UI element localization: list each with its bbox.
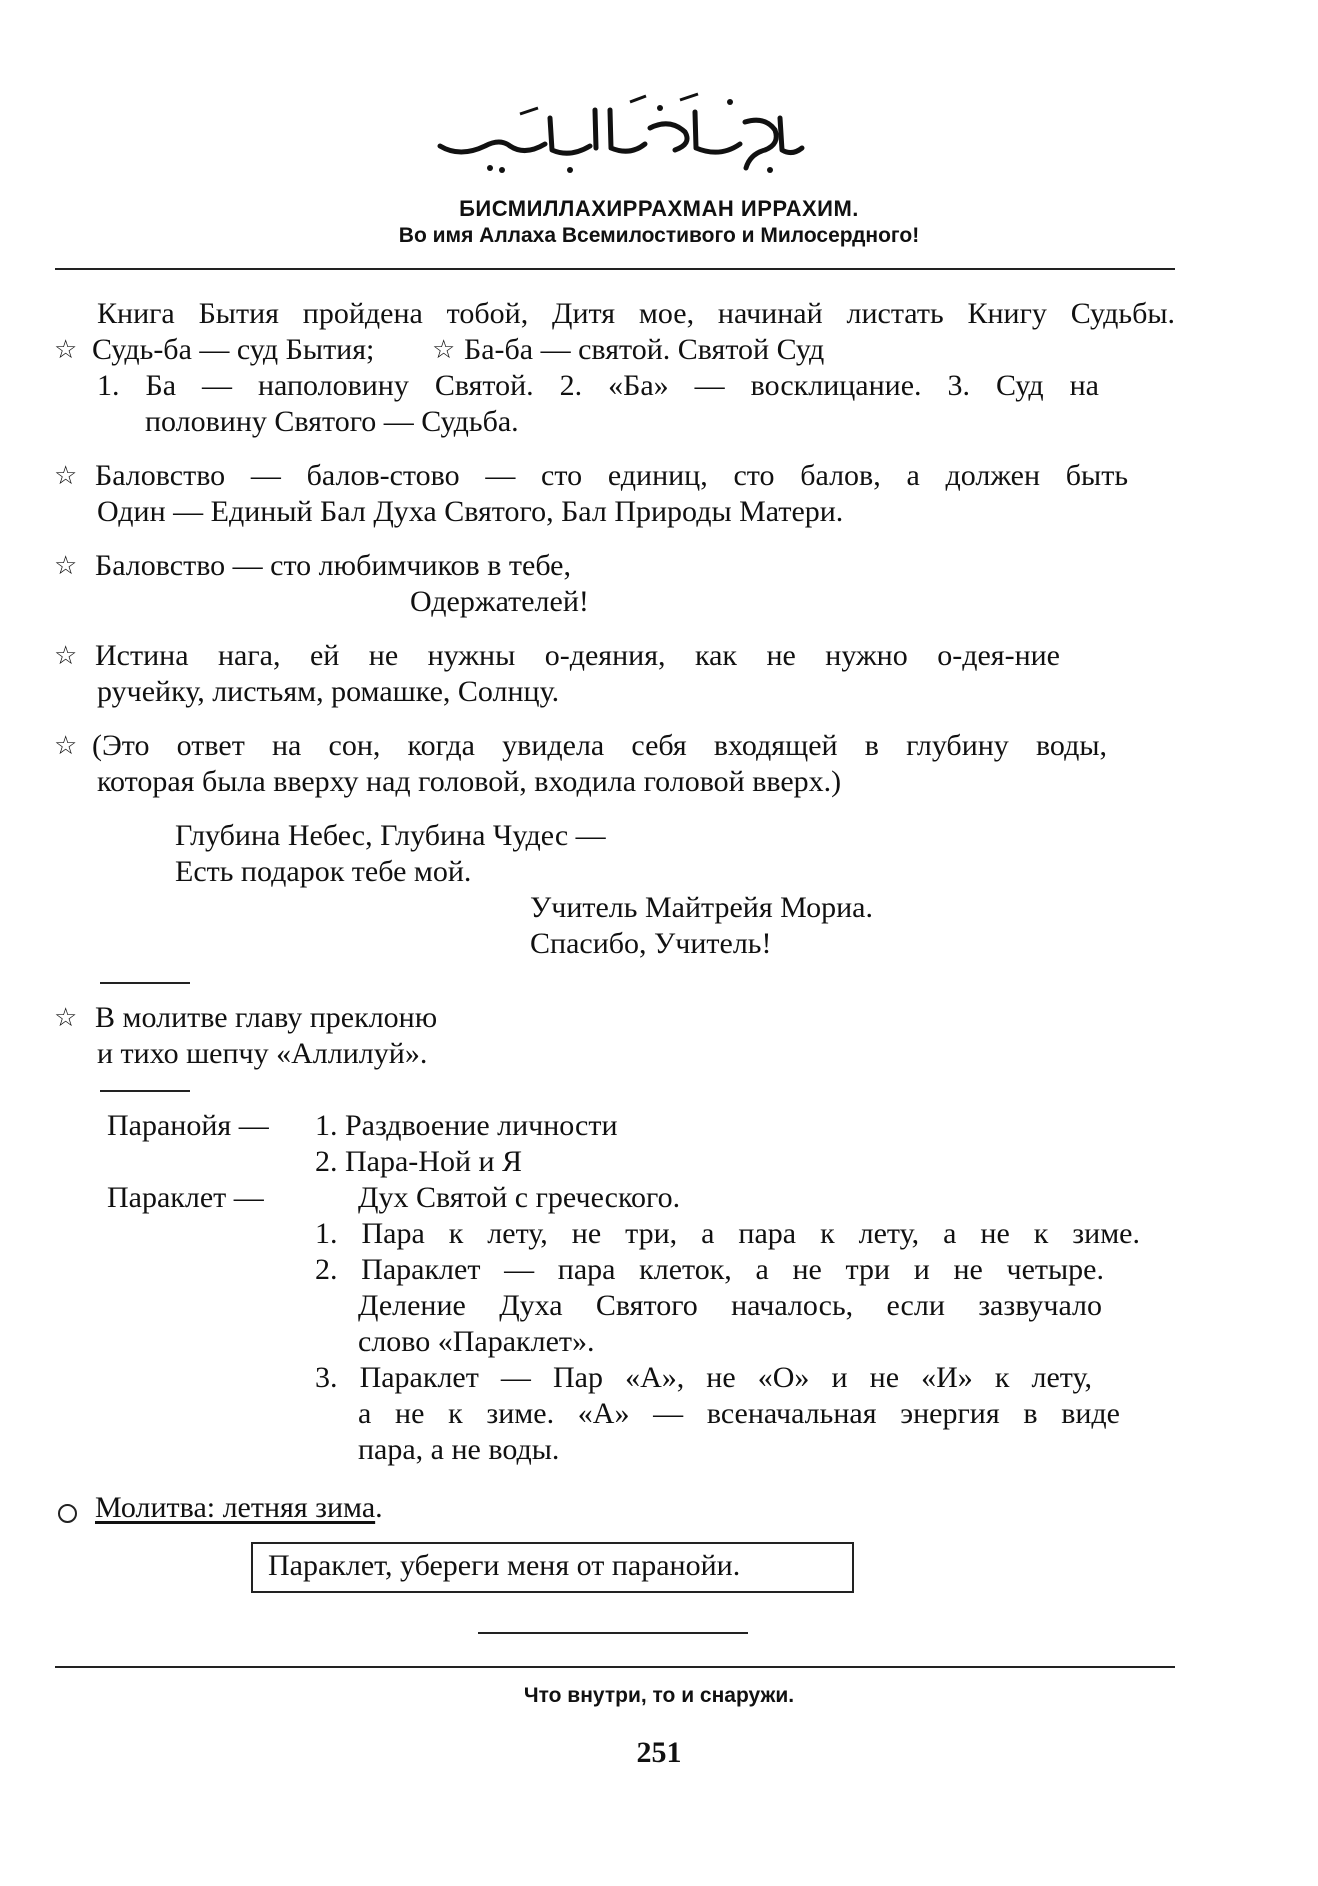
definition-line: а не к зиме. «А» — всеначальная энергия в виде — [358, 1397, 1120, 1430]
text-line: Истина нага, ей не нужны о-деяния, как не нужно о-дея-ние — [95, 639, 1060, 672]
definition-line: 3. Параклет — Пар «А», не «О» и не «И» к лету, — [315, 1361, 1092, 1394]
star-bullet-icon: ☆ — [54, 335, 78, 364]
text-line: Одержателей! — [410, 585, 589, 618]
definition-line: 2. Пара-Ной и Я — [315, 1145, 523, 1178]
definition-line: пара, а не воды. — [358, 1433, 560, 1466]
text-line: В молитве главу преклоню — [95, 1001, 438, 1034]
circle-bullet-icon — [58, 1504, 77, 1523]
definition-line: Деление Духа Святого началось, если зазвучало — [358, 1289, 1102, 1322]
term-label: Параклет — — [107, 1181, 264, 1214]
text-line: Книга Бытия пройдена тобой, Дитя мое, начинай листать Книгу Судьбы. — [97, 297, 1175, 330]
term-label: Паранойя — — [107, 1109, 269, 1142]
star-bullet-icon: ☆ — [54, 731, 78, 760]
prayer-text: Параклет, убереги меня от паранойи. — [268, 1549, 741, 1582]
star-bullet-icon: ☆ — [54, 461, 78, 490]
text-line: Баловство — сто любимчиков в тебе, — [95, 549, 572, 582]
definition-line: Дух Святой с греческого. — [358, 1181, 681, 1214]
text-line: 1. Ба — наполовину Святой. 2. «Ба» — восклицание. 3. Суд на — [97, 369, 1099, 402]
footer-motto: Что внутри, то и снаружи. — [523, 1684, 795, 1707]
star-bullet-icon: ☆ — [54, 551, 78, 580]
section-divider — [100, 982, 190, 984]
text-line: ручейку, листьям, ромашке, Солнцу. — [97, 675, 560, 708]
text-line: Один — Единый Бал Духа Святого, Бал Природы Матери. — [97, 495, 844, 528]
bismillah-calligraphy — [430, 88, 810, 178]
definition-line: слово «Параклет». — [358, 1325, 595, 1358]
prayer-box — [251, 1542, 854, 1593]
text-line: половину Святого — Судьба. — [145, 405, 519, 438]
star-bullet-icon: ☆ — [54, 1003, 78, 1032]
definition-line: 1. Пара к лету, не три, а пара к лету, а не к зиме. — [315, 1217, 1140, 1250]
text-line: которая была вверху над головой, входила головой вверх.) — [97, 765, 842, 798]
verse-line: Глубина Небес, Глубина Чудес — — [175, 819, 606, 852]
text-line: Ба-ба — святой. Святой Суд — [464, 333, 825, 366]
verse-line: Есть подарок тебе мой. — [175, 855, 472, 888]
definition-line: 2. Параклет — пара клеток, а не три и не четыре. — [315, 1253, 1104, 1286]
star-bullet-icon: ☆ — [54, 641, 78, 670]
header-subtitle: Во имя Аллаха Всемилостивого и Милосердного! — [398, 224, 920, 247]
page-number: 251 — [636, 1736, 682, 1769]
signature-line: Учитель Майтрейя Мориа. — [530, 891, 873, 924]
star-bullet-icon: ☆ — [432, 335, 456, 364]
prayer-period: . — [375, 1491, 383, 1524]
prayer-label: Молитва: летняя зима — [95, 1491, 376, 1524]
signature-line: Спасибо, Учитель! — [530, 927, 772, 960]
definition-line: 1. Раздвоение личности — [315, 1109, 618, 1142]
header-rule — [55, 268, 1175, 270]
section-divider — [100, 1090, 190, 1092]
prayer-heading — [95, 1490, 383, 1526]
section-divider — [478, 1632, 748, 1634]
footer-rule — [55, 1666, 1175, 1668]
text-line: (Это ответ на сон, когда увидела себя входящей в глубину воды, — [92, 729, 1107, 762]
header-title: БИСМИЛЛАХИРРАХМАН ИРРАХИМ. — [459, 196, 859, 221]
text-line: и тихо шепчу «Аллилуй». — [97, 1037, 428, 1070]
text-line: Баловство — балов-стово — сто единиц, сто балов, а должен быть — [95, 459, 1128, 492]
text-line: Судь-ба — суд Бытия; — [92, 333, 375, 366]
